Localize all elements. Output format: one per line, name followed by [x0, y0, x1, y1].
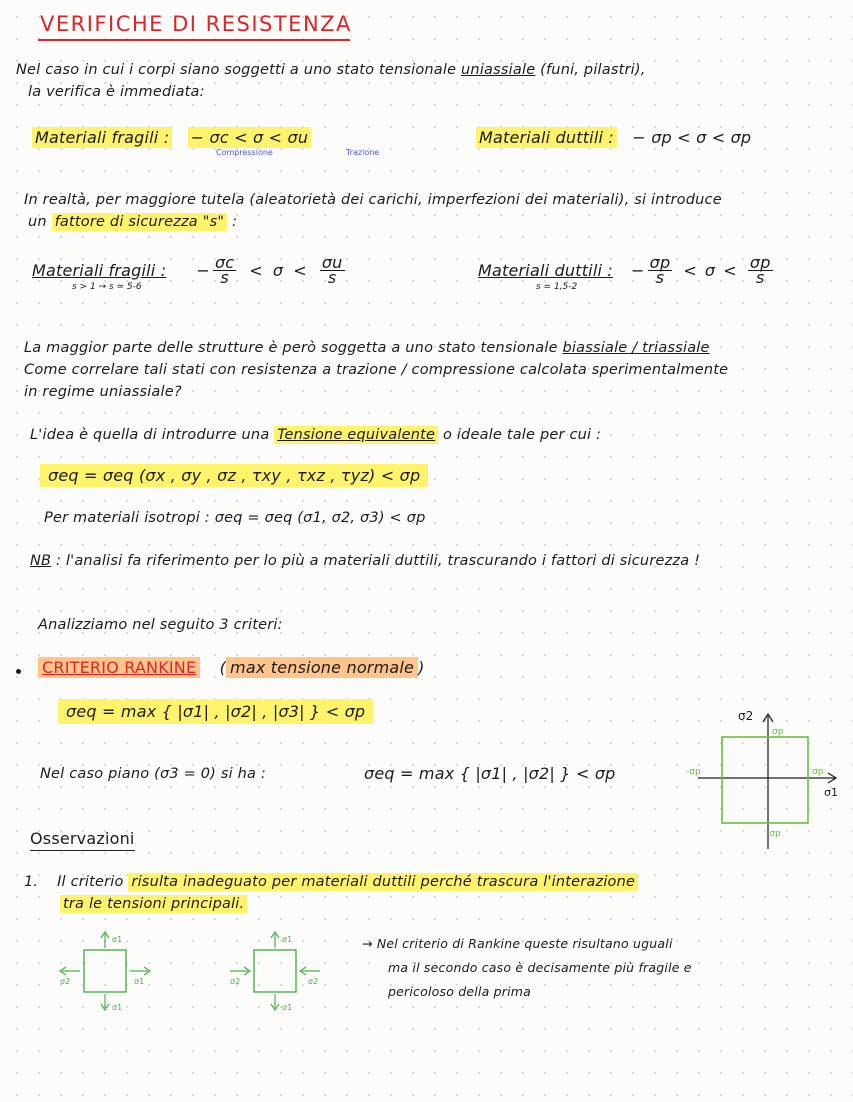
fraction-den: s: [755, 268, 765, 287]
bullet: [16, 669, 21, 674]
plane-case-formula: σeq = max { |σ1| , |σ2| } < σp: [364, 764, 616, 783]
lt-sign: <: [683, 260, 697, 280]
fragile-expression: − σc < σ < σu: [188, 127, 312, 148]
ductile-label-2: Materiali duttili :: [478, 260, 613, 280]
axis-label-sigma1: σ1: [824, 786, 838, 799]
uniassiale-term: uniassiale: [461, 62, 536, 78]
fragile-label-2: Materiali fragili :: [32, 260, 167, 280]
safety-text-a: un: [28, 214, 52, 230]
fraction-num: σp: [749, 253, 771, 272]
note-line-3: pericoloso della prima: [388, 984, 531, 999]
ductile-label: Materiali duttili :: [476, 127, 617, 148]
observation-number: 1.: [24, 874, 39, 890]
intro-line-2: la verifica è immediata:: [28, 84, 205, 100]
sigma-symbol: σ: [272, 260, 284, 280]
fraction-sc-over-s: [213, 255, 236, 285]
sigma-symbol: σ: [704, 260, 716, 280]
stress-element-sketch-1: [52, 928, 172, 1016]
biaxial-line-2: Come correlare tali stati con resistenza a trazione / compressione calcolata sperimentalmente: [24, 362, 729, 378]
safety-text-b: :: [227, 214, 238, 230]
equivalent-stress-term: Tensione equivalente: [274, 426, 438, 444]
observations-heading: [30, 829, 135, 848]
label-left-sp: -σp: [686, 767, 701, 777]
equivalent-stress-formula-text: σeq = σeq (σx , σy , σz , τxy , τxz , τyz) < σp: [40, 464, 428, 487]
label-right-sp: σp: [812, 767, 824, 777]
fraction-sp-over-s: [648, 255, 673, 285]
minus-sign: −: [196, 260, 210, 280]
fragile-safety-condition: s > 1 → s ≃ 5-6: [72, 282, 142, 292]
sketch2-label-top: σ1: [282, 935, 293, 944]
minus-sign: −: [631, 260, 645, 280]
safety-factor-term: fattore di sicurezza "s": [52, 213, 228, 231]
fraction-num: σp: [649, 253, 671, 272]
note-line-1: → Nel criterio di Rankine queste risultano uguali: [362, 936, 673, 951]
element-square: [84, 950, 126, 992]
rankine-domain-diagram: [680, 704, 840, 854]
safety-line-2: [28, 214, 237, 230]
observation-1-highlight-1: risulta inadeguato per materiali duttili perché trascura l'interazione: [128, 873, 638, 891]
plane-case-text: Nel caso piano (σ3 = 0) si ha :: [40, 766, 266, 782]
stress-element-sketch-2: [222, 928, 342, 1016]
fraction-den: s: [655, 268, 665, 287]
label-bottom-sp: -σp: [766, 829, 781, 839]
observation-1-text-a: Il criterio: [57, 874, 129, 890]
rankine-description: max tensione normale: [226, 657, 418, 678]
lt-sign: <: [723, 260, 737, 280]
idea-text-b: o ideale tale per cui :: [438, 427, 602, 443]
fraction-den: s: [220, 268, 229, 287]
sketch1-label-bottom: σ1: [112, 1003, 123, 1012]
biaxial-line-1: [24, 340, 710, 356]
nb-line: [30, 553, 700, 569]
intro-line-1: [16, 62, 646, 78]
fraction-den: s: [327, 268, 337, 287]
isotropic-line: Per materiali isotropi : σeq = σeq (σ1, σ2, σ3) < σp: [44, 510, 426, 526]
intro-text-b: (funi, pilastri),: [535, 62, 646, 78]
ductile-safety-condition: s = 1,5-2: [536, 282, 578, 292]
observations-heading-text: Osservazioni: [30, 829, 135, 851]
rankine-formula: [58, 702, 373, 721]
rankine-formula-text: σeq = max { |σ1| , |σ2| , |σ3| } < σp: [58, 699, 373, 724]
rankine-domain-square: [722, 737, 808, 823]
biaxial-line-3: in regime uniassiale?: [24, 384, 182, 400]
fraction-num: σu: [321, 253, 343, 272]
sketch2-label-right: σ2: [308, 977, 319, 986]
nb-text: : l'analisi fa riferimento per lo più a materiali duttili, trascurando i fattori di sicurezza !: [51, 553, 701, 569]
note-line-2: ma il secondo caso è decisamente più fragile e: [388, 960, 692, 975]
ductile-materials-row: [476, 128, 751, 147]
sketch2-label-bottom: σ1: [282, 1003, 293, 1012]
rankine-heading: CRITERIO RANKINE ( max tensione normale ): [38, 658, 425, 677]
biassiale-term: biassiale / triassiale: [562, 340, 710, 356]
fraction-su-over-s: [320, 255, 345, 285]
criteria-intro: Analizziamo nel seguito 3 criteri:: [38, 617, 283, 633]
ductile-expression: − σp < σ < σp: [632, 128, 752, 147]
trazione-note: Trazione: [346, 148, 380, 157]
fragile-label: Materiali fragili :: [32, 127, 172, 148]
equivalent-stress-formula: [40, 466, 428, 485]
ductile-safety-row: [478, 255, 776, 285]
nb-label: NB: [30, 553, 52, 569]
page-title: VERIFICHE DI RESISTENZA: [40, 12, 352, 36]
compressione-note: Compressione: [216, 148, 273, 157]
fragile-safety-row: [32, 255, 348, 285]
lt-sign: <: [249, 260, 263, 280]
idea-text-a: L'idea è quella di introdurre una: [30, 427, 275, 443]
sketch1-label-left: σ2: [60, 977, 71, 986]
intro-text-a: Nel caso in cui i corpi siano soggetti a uno stato tensionale: [16, 62, 462, 78]
biaxial-text-a: La maggior parte delle strutture è però soggetta a uno stato tensionale: [24, 340, 563, 356]
axis-label-sigma2: σ2: [738, 709, 754, 723]
fraction-sp-over-s: [748, 255, 773, 285]
lt-sign: <: [293, 260, 307, 280]
fraction-num: σc: [214, 253, 235, 272]
safety-line-1: In realtà, per maggiore tutela (aleatorietà dei carichi, imperfezioni dei materiali), si introduce: [24, 192, 722, 208]
rankine-title: CRITERIO RANKINE: [38, 657, 200, 678]
fragile-materials-row: [32, 128, 311, 147]
observation-1-line-1: [24, 874, 638, 890]
element-square: [254, 950, 296, 992]
observation-1-highlight-2: tra le tensioni principali.: [60, 895, 247, 913]
sketch1-label-top: σ1: [112, 935, 123, 944]
title-underline: [38, 39, 350, 41]
sketch1-label-right: σ1: [134, 977, 145, 986]
sketch2-label-left: σ2: [230, 977, 241, 986]
idea-line: [30, 427, 601, 443]
label-top-sp: σp: [772, 727, 784, 737]
observation-1-line-2: [60, 896, 247, 912]
